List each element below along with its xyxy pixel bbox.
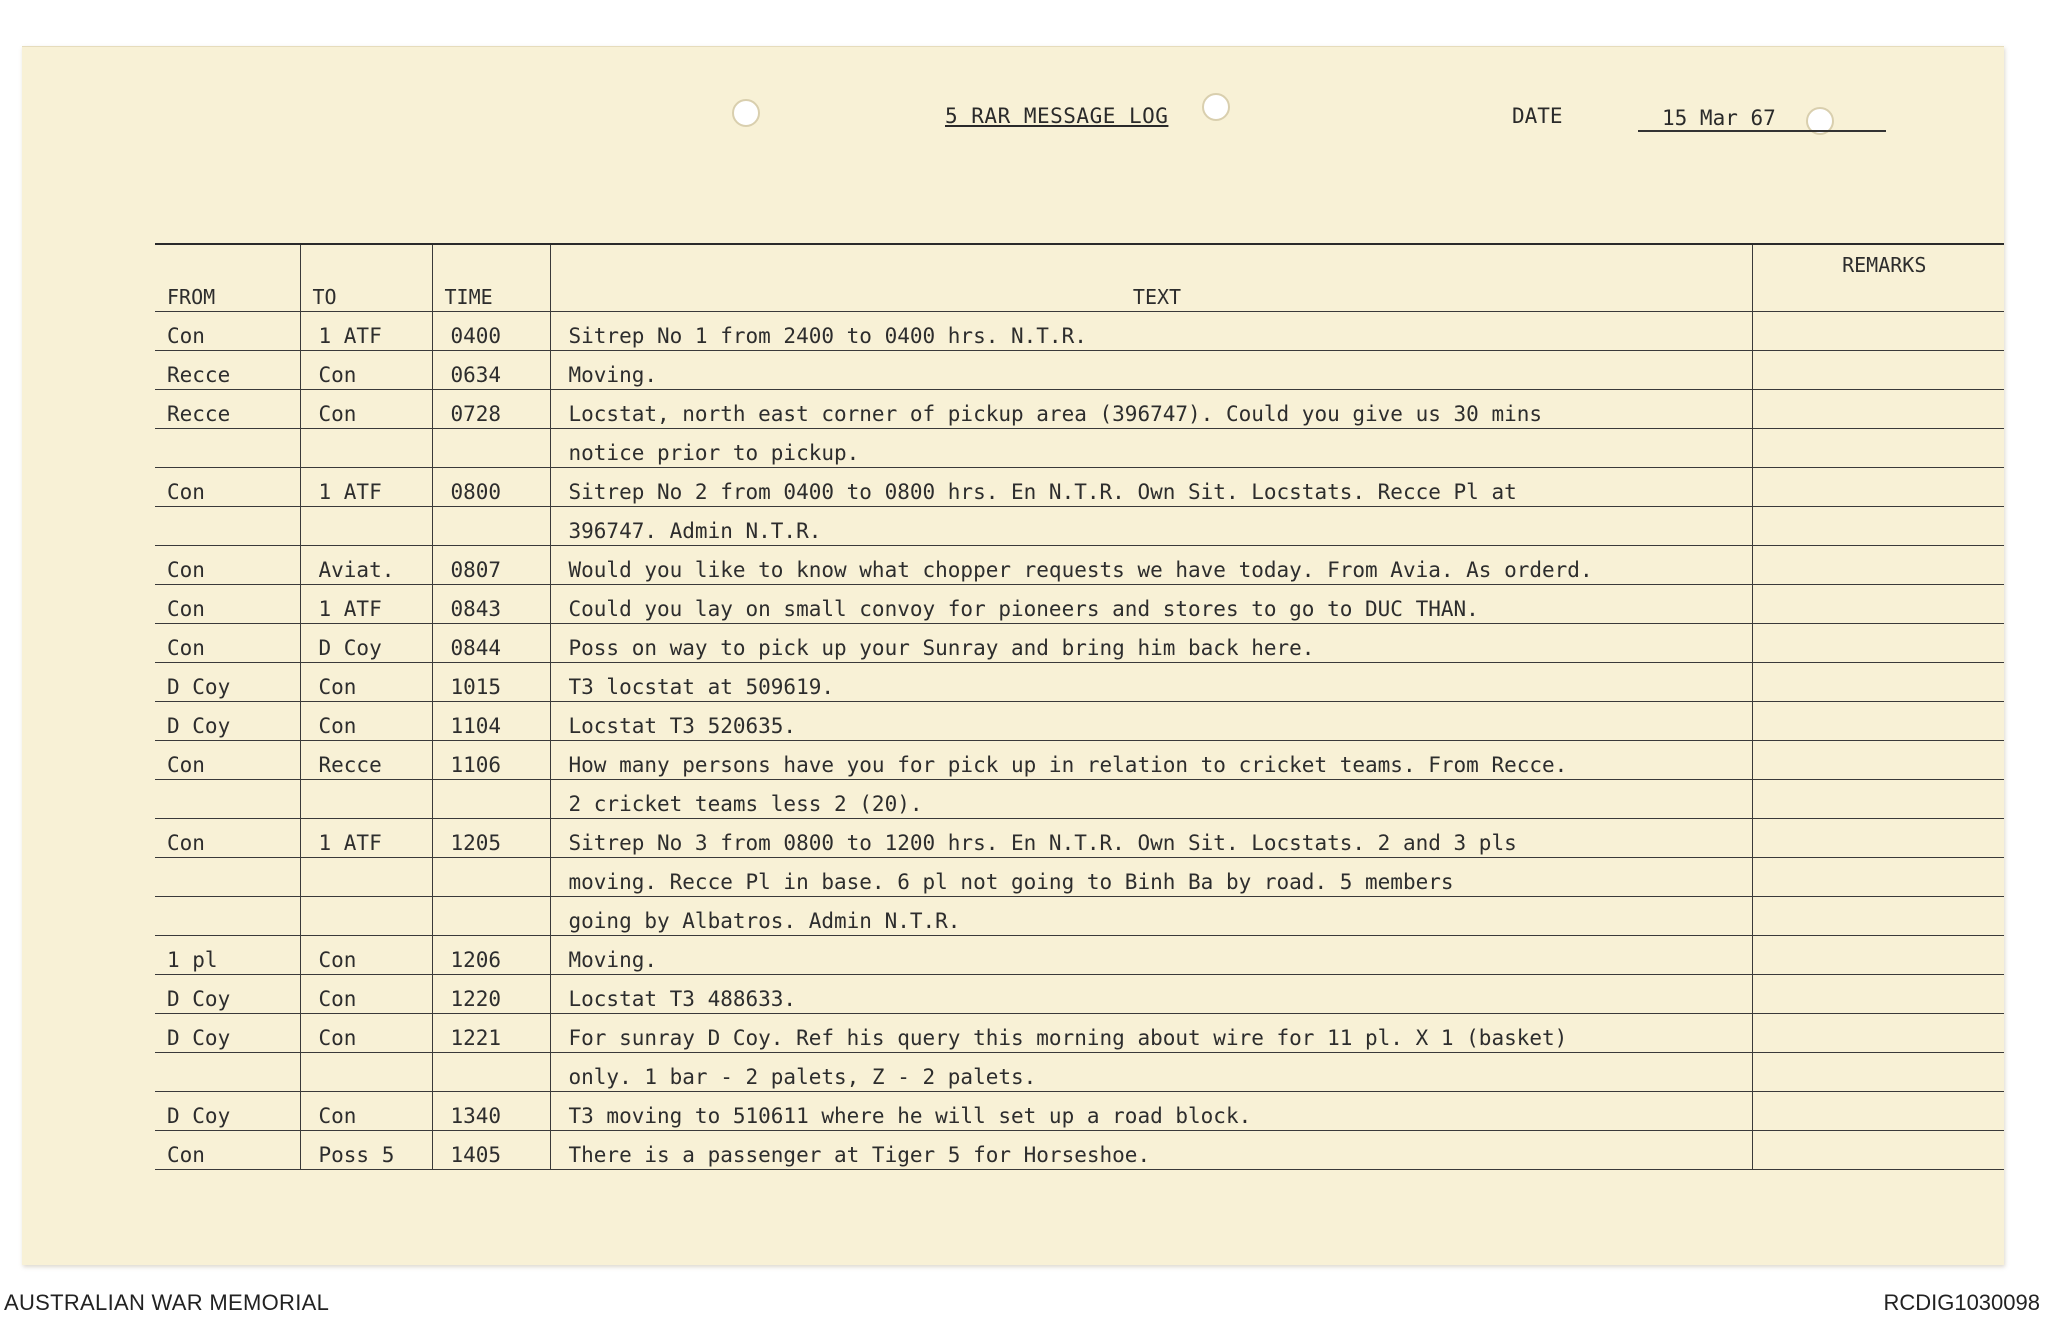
punch-hole-center	[1202, 93, 1230, 121]
cell-from: D Coy	[155, 663, 300, 702]
table-row	[155, 819, 2004, 858]
cell-to: Aviat.	[300, 546, 432, 585]
cell-time	[432, 780, 550, 819]
cell-text: Moving.	[550, 351, 1752, 390]
cell-from: Con	[155, 1131, 300, 1170]
cell-remarks	[1752, 975, 2004, 1014]
cell-time: 0807	[432, 546, 550, 585]
cell-remarks	[1752, 585, 2004, 624]
cell-from: D Coy	[155, 1092, 300, 1131]
date-value: 15 Mar 67	[1638, 106, 1886, 132]
cell-remarks	[1752, 819, 2004, 858]
message-log-table	[155, 243, 2004, 1170]
cell-to: 1 ATF	[300, 468, 432, 507]
table-row	[155, 507, 2004, 546]
column-header-to: TO	[300, 244, 432, 312]
cell-remarks	[1752, 624, 2004, 663]
cell-text: Locstat T3 488633.	[550, 975, 1752, 1014]
cell-remarks	[1752, 507, 2004, 546]
table-row	[155, 1014, 2004, 1053]
cell-remarks	[1752, 702, 2004, 741]
table-row	[155, 858, 2004, 897]
cell-time: 0728	[432, 390, 550, 429]
cell-to	[300, 507, 432, 546]
cell-text: 2 cricket teams less 2 (20).	[550, 780, 1752, 819]
cell-from: Recce	[155, 351, 300, 390]
column-header-text: TEXT	[550, 244, 1752, 312]
cell-from: Con	[155, 585, 300, 624]
cell-from: 1 pl	[155, 936, 300, 975]
cell-from	[155, 507, 300, 546]
cell-text: Sitrep No 2 from 0400 to 0800 hrs. En N.T.R. Own Sit. Locstats. Recce Pl at	[550, 468, 1752, 507]
cell-text: Locstat, north east corner of pickup area (396747). Could you give us 30 mins	[550, 390, 1752, 429]
cell-text: notice prior to pickup.	[550, 429, 1752, 468]
cell-from	[155, 780, 300, 819]
cell-to: Con	[300, 936, 432, 975]
cell-remarks	[1752, 897, 2004, 936]
cell-text: Poss on way to pick up your Sunray and bring him back here.	[550, 624, 1752, 663]
cell-time: 0844	[432, 624, 550, 663]
cell-remarks	[1752, 663, 2004, 702]
cell-to: 1 ATF	[300, 312, 432, 351]
cell-text: Would you like to know what chopper requests we have today. From Avia. As orderd.	[550, 546, 1752, 585]
cell-to: Con	[300, 975, 432, 1014]
column-header-remarks: REMARKS	[1752, 244, 2004, 312]
cell-remarks	[1752, 468, 2004, 507]
cell-time: 1405	[432, 1131, 550, 1170]
cell-from	[155, 897, 300, 936]
cell-from: Recce	[155, 390, 300, 429]
cell-time	[432, 858, 550, 897]
cell-from: D Coy	[155, 975, 300, 1014]
cell-text: Sitrep No 3 from 0800 to 1200 hrs. En N.T.R. Own Sit. Locstats. 2 and 3 pls	[550, 819, 1752, 858]
table-row	[155, 780, 2004, 819]
punch-hole-left	[732, 99, 760, 127]
cell-from: Con	[155, 624, 300, 663]
cell-from	[155, 1053, 300, 1092]
cell-remarks	[1752, 1092, 2004, 1131]
column-header-time: TIME	[432, 244, 550, 312]
cell-to: Poss 5	[300, 1131, 432, 1170]
cell-to: 1 ATF	[300, 585, 432, 624]
table-row	[155, 975, 2004, 1014]
archive-credit: AUSTRALIAN WAR MEMORIAL	[4, 1290, 330, 1315]
date-label: DATE	[1512, 104, 1563, 128]
cell-time: 0800	[432, 468, 550, 507]
cell-text: going by Albatros. Admin N.T.R.	[550, 897, 1752, 936]
cell-time	[432, 507, 550, 546]
cell-time: 0843	[432, 585, 550, 624]
cell-to	[300, 1053, 432, 1092]
cell-time: 1220	[432, 975, 550, 1014]
table-row	[155, 741, 2004, 780]
cell-from	[155, 858, 300, 897]
cell-from: Con	[155, 819, 300, 858]
table-row	[155, 390, 2004, 429]
cell-text: For sunray D Coy. Ref his query this morning about wire for 11 pl. X 1 (basket)	[550, 1014, 1752, 1053]
cell-remarks	[1752, 780, 2004, 819]
table-row	[155, 351, 2004, 390]
table-row	[155, 663, 2004, 702]
cell-remarks	[1752, 351, 2004, 390]
cell-text: Sitrep No 1 from 2400 to 0400 hrs. N.T.R.	[550, 312, 1752, 351]
cell-from: Con	[155, 741, 300, 780]
cell-to: Con	[300, 702, 432, 741]
cell-time: 1015	[432, 663, 550, 702]
column-header-from: FROM	[155, 244, 300, 312]
cell-to: D Coy	[300, 624, 432, 663]
message-log-body	[155, 312, 2004, 1170]
cell-time: 1205	[432, 819, 550, 858]
cell-from: Con	[155, 468, 300, 507]
cell-remarks	[1752, 546, 2004, 585]
table-row	[155, 702, 2004, 741]
cell-to: Recce	[300, 741, 432, 780]
cell-text: T3 moving to 510611 where he will set up a road block.	[550, 1092, 1752, 1131]
cell-time	[432, 429, 550, 468]
cell-to: Con	[300, 663, 432, 702]
cell-to: Con	[300, 1014, 432, 1053]
cell-remarks	[1752, 1131, 2004, 1170]
cell-text: There is a passenger at Tiger 5 for Horseshoe.	[550, 1131, 1752, 1170]
cell-remarks	[1752, 741, 2004, 780]
cell-remarks	[1752, 390, 2004, 429]
table-row	[155, 312, 2004, 351]
cell-to	[300, 780, 432, 819]
table-row	[155, 897, 2004, 936]
table-row	[155, 585, 2004, 624]
cell-time: 1340	[432, 1092, 550, 1131]
table-row	[155, 546, 2004, 585]
table-row	[155, 429, 2004, 468]
cell-text: Moving.	[550, 936, 1752, 975]
cell-time: 1206	[432, 936, 550, 975]
cell-remarks	[1752, 936, 2004, 975]
cell-time: 1221	[432, 1014, 550, 1053]
cell-text: 396747. Admin N.T.R.	[550, 507, 1752, 546]
cell-text: How many persons have you for pick up in relation to cricket teams. From Recce.	[550, 741, 1752, 780]
cell-from: D Coy	[155, 702, 300, 741]
cell-time: 0634	[432, 351, 550, 390]
cell-text: moving. Recce Pl in base. 6 pl not going to Binh Ba by road. 5 members	[550, 858, 1752, 897]
cell-from: Con	[155, 546, 300, 585]
cell-text: Locstat T3 520635.	[550, 702, 1752, 741]
table-row	[155, 468, 2004, 507]
cell-from: Con	[155, 312, 300, 351]
cell-remarks	[1752, 1014, 2004, 1053]
cell-to: Con	[300, 1092, 432, 1131]
cell-remarks	[1752, 429, 2004, 468]
cell-to: Con	[300, 351, 432, 390]
cell-time: 1104	[432, 702, 550, 741]
cell-time: 0400	[432, 312, 550, 351]
cell-time	[432, 1053, 550, 1092]
cell-remarks	[1752, 312, 2004, 351]
cell-remarks	[1752, 1053, 2004, 1092]
cell-text: T3 locstat at 509619.	[550, 663, 1752, 702]
cell-to: 1 ATF	[300, 819, 432, 858]
cell-to	[300, 897, 432, 936]
archive-reference: RCDIG1030098	[1883, 1290, 2040, 1315]
table-row	[155, 624, 2004, 663]
table-row	[155, 936, 2004, 975]
cell-time: 1106	[432, 741, 550, 780]
cell-to: Con	[300, 390, 432, 429]
cell-text: Could you lay on small convoy for pioneers and stores to go to DUC THAN.	[550, 585, 1752, 624]
cell-from	[155, 429, 300, 468]
cell-text: only. 1 bar - 2 palets, Z - 2 palets.	[550, 1053, 1752, 1092]
cell-remarks	[1752, 858, 2004, 897]
table-row	[155, 1092, 2004, 1131]
page-title: 5 RAR MESSAGE LOG	[945, 104, 1169, 128]
cell-time	[432, 897, 550, 936]
cell-to	[300, 858, 432, 897]
table-row	[155, 1131, 2004, 1170]
cell-from: D Coy	[155, 1014, 300, 1053]
cell-to	[300, 429, 432, 468]
table-row	[155, 1053, 2004, 1092]
table-header-row	[155, 244, 2004, 312]
